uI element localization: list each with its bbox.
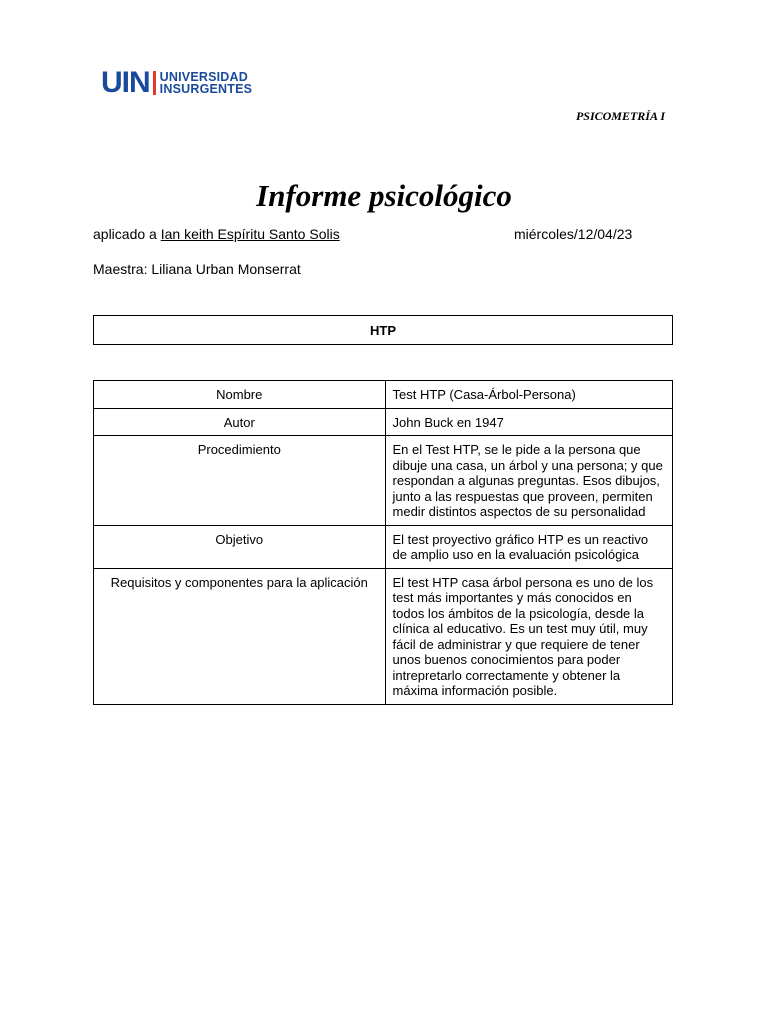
logo-wordmark <box>160 71 253 95</box>
patient-name: Ian keith Espíritu Santo Solis <box>160 226 340 242</box>
row-value: El test proyectivo gráfico HTP es un reactivo de amplio uso en la evaluación psicológica <box>385 525 672 568</box>
row-value: John Buck en 1947 <box>385 408 672 436</box>
test-info-table <box>93 380 673 705</box>
table-row <box>94 381 673 409</box>
row-label: Autor <box>94 408 386 436</box>
course-name: PSICOMETRÍA I <box>575 109 665 123</box>
row-label: Nombre <box>94 381 386 409</box>
logo-abbreviation: UIN <box>101 66 150 99</box>
applied-to-line <box>93 226 340 242</box>
logo-divider <box>153 71 156 95</box>
table-row <box>94 408 673 436</box>
logo-line-2: INSURGENTES <box>159 82 253 96</box>
row-label: Procedimiento <box>94 436 386 526</box>
teacher-line: Maestra: Liliana Urban Monserrat <box>93 261 301 277</box>
table-row <box>94 525 673 568</box>
table-row <box>94 568 673 704</box>
row-label: Requisitos y componentes para la aplicación <box>94 568 386 704</box>
row-value: En el Test HTP, se le pide a la persona que dibuje una casa, un árbol y una persona; y que respondan a algunas preguntas. Esos dibujos, junto a las respuestas que proveen, permiten medir distintos aspectos de su personalidad <box>385 436 672 526</box>
table-row <box>94 436 673 526</box>
row-value: El test HTP casa árbol persona es uno de los test más importantes y más conocidos en todos los ámbitos de la psicología, desde la clínica al educativo. Es un test muy útil, muy fácil de administrar y que requiere de tener unos buenos conocimientos para poder intrepretarlo correctamente y obtener la máxima información posible. <box>385 568 672 704</box>
document-title: Informe psicológico <box>256 178 512 213</box>
report-date: miércoles/12/04/23 <box>514 226 633 242</box>
logo-line-1: UNIVERSIDAD <box>159 70 248 84</box>
test-heading: HTP <box>370 322 396 338</box>
applied-prefix: aplicado a <box>93 226 157 242</box>
university-logo <box>101 66 253 99</box>
row-value: Test HTP (Casa-Árbol-Persona) <box>385 381 672 409</box>
test-heading-box <box>93 315 673 345</box>
row-label: Objetivo <box>94 525 386 568</box>
